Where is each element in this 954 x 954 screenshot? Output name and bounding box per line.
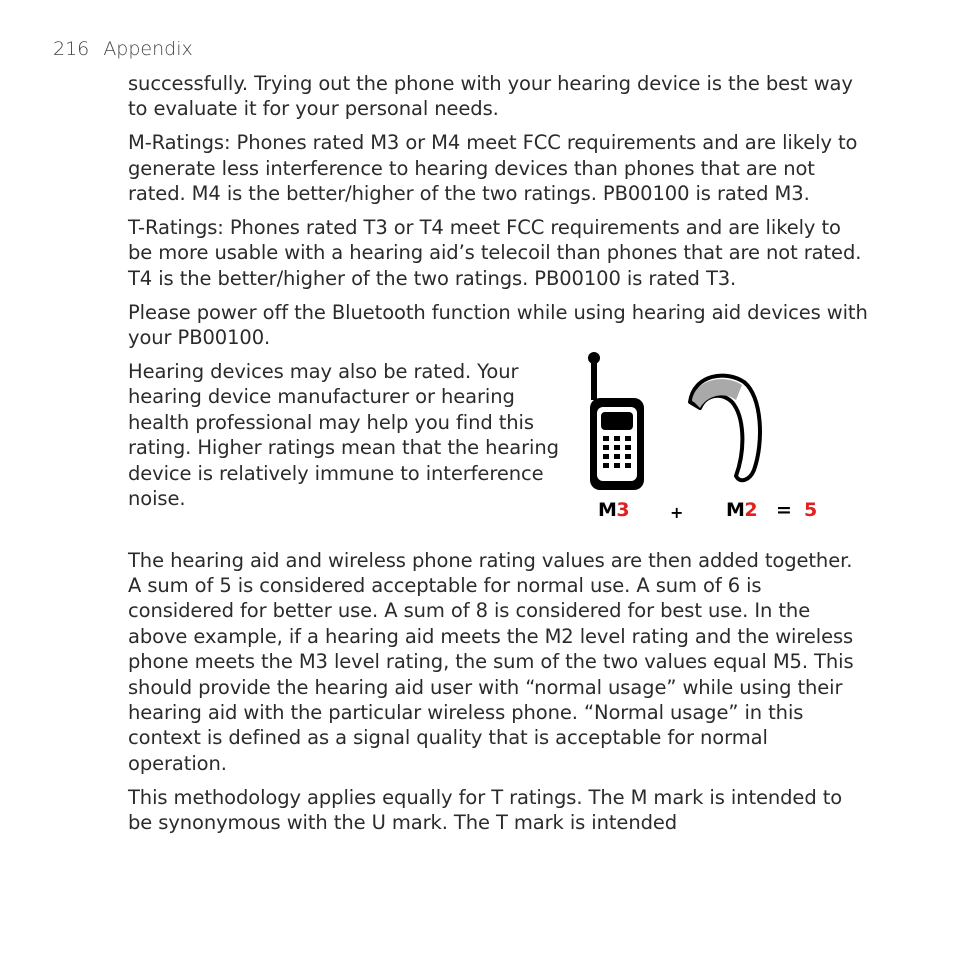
- paragraph-bluetooth: Please power off the Bluetooth function while using hearing aid devices with your PB00100.: [128, 300, 868, 350]
- phone-rating-label: [598, 498, 629, 523]
- page-header: [53, 38, 193, 60]
- aid-rating-letter: M: [726, 499, 745, 522]
- paragraph-continuation: successfully. Trying out the phone with your hearing device is the best way to evaluate it for your personal needs.: [128, 72, 853, 121]
- paragraph-m-ratings: M-Ratings: Phones rated M3 or M4 meet FCC requirements and are likely to generate less interference to hearing devices than phones that are not rated. M4 is the better/higher of the two ratings. PB00100 is rated M3.: [128, 131, 858, 206]
- paragraph-t-ratings: T-Ratings: Phones rated T3 or T4 meet FCC requirements and are likely to be more usable with a hearing aid’s telecoil than phones that are not rated. T4 is the better/higher of the two ratings. PB00100 is rated T3.: [128, 216, 862, 290]
- page-number: 216: [53, 38, 90, 60]
- rating-sum: 5: [804, 499, 817, 522]
- rating-graphic: [586, 352, 826, 502]
- figure-caption-text: [128, 359, 568, 511]
- aid-rating-value: 2: [744, 499, 758, 522]
- aid-rating-label: [726, 498, 757, 523]
- paragraph-rating-sum: The hearing aid and wireless phone rating values are then added together. A sum of 5 is considered acceptable for normal use. A sum of 6 is considered for better use. A sum of 8 is considered for best use. In the above example, if a hearing aid meets the M2 level rating and the wireless phone meets the M3 level rating, the sum of the two values equal M5. This should provide the hearing aid user with “normal usage” while using their hearing aid with the particular wireless phone. “Normal usage” in this context is defined as a signal quality that is acceptable for normal operation.: [128, 548, 854, 775]
- phone-icon: [588, 352, 644, 490]
- rating-illustration: [586, 352, 826, 532]
- hearing-aid-icon: [690, 376, 760, 481]
- paragraph-hearing-devices: Hearing devices may also be rated. Your hearing device manufacturer or hearing health professional may help you find this rating. Higher ratings mean that the hearing device is relatively immune to interference noise.: [128, 360, 559, 511]
- figure-row: [128, 359, 868, 539]
- section-title: Appendix: [103, 38, 193, 60]
- equals-sign: =: [776, 499, 792, 522]
- phone-rating-letter: M: [598, 499, 617, 522]
- paragraph-methodology: This methodology applies equally for T ratings. The M mark is intended to be synonymous with the U mark. The T mark is intended: [128, 785, 843, 835]
- page-body: [128, 71, 868, 844]
- phone-rating-value: 3: [616, 499, 630, 522]
- plus-sign: +: [670, 503, 683, 523]
